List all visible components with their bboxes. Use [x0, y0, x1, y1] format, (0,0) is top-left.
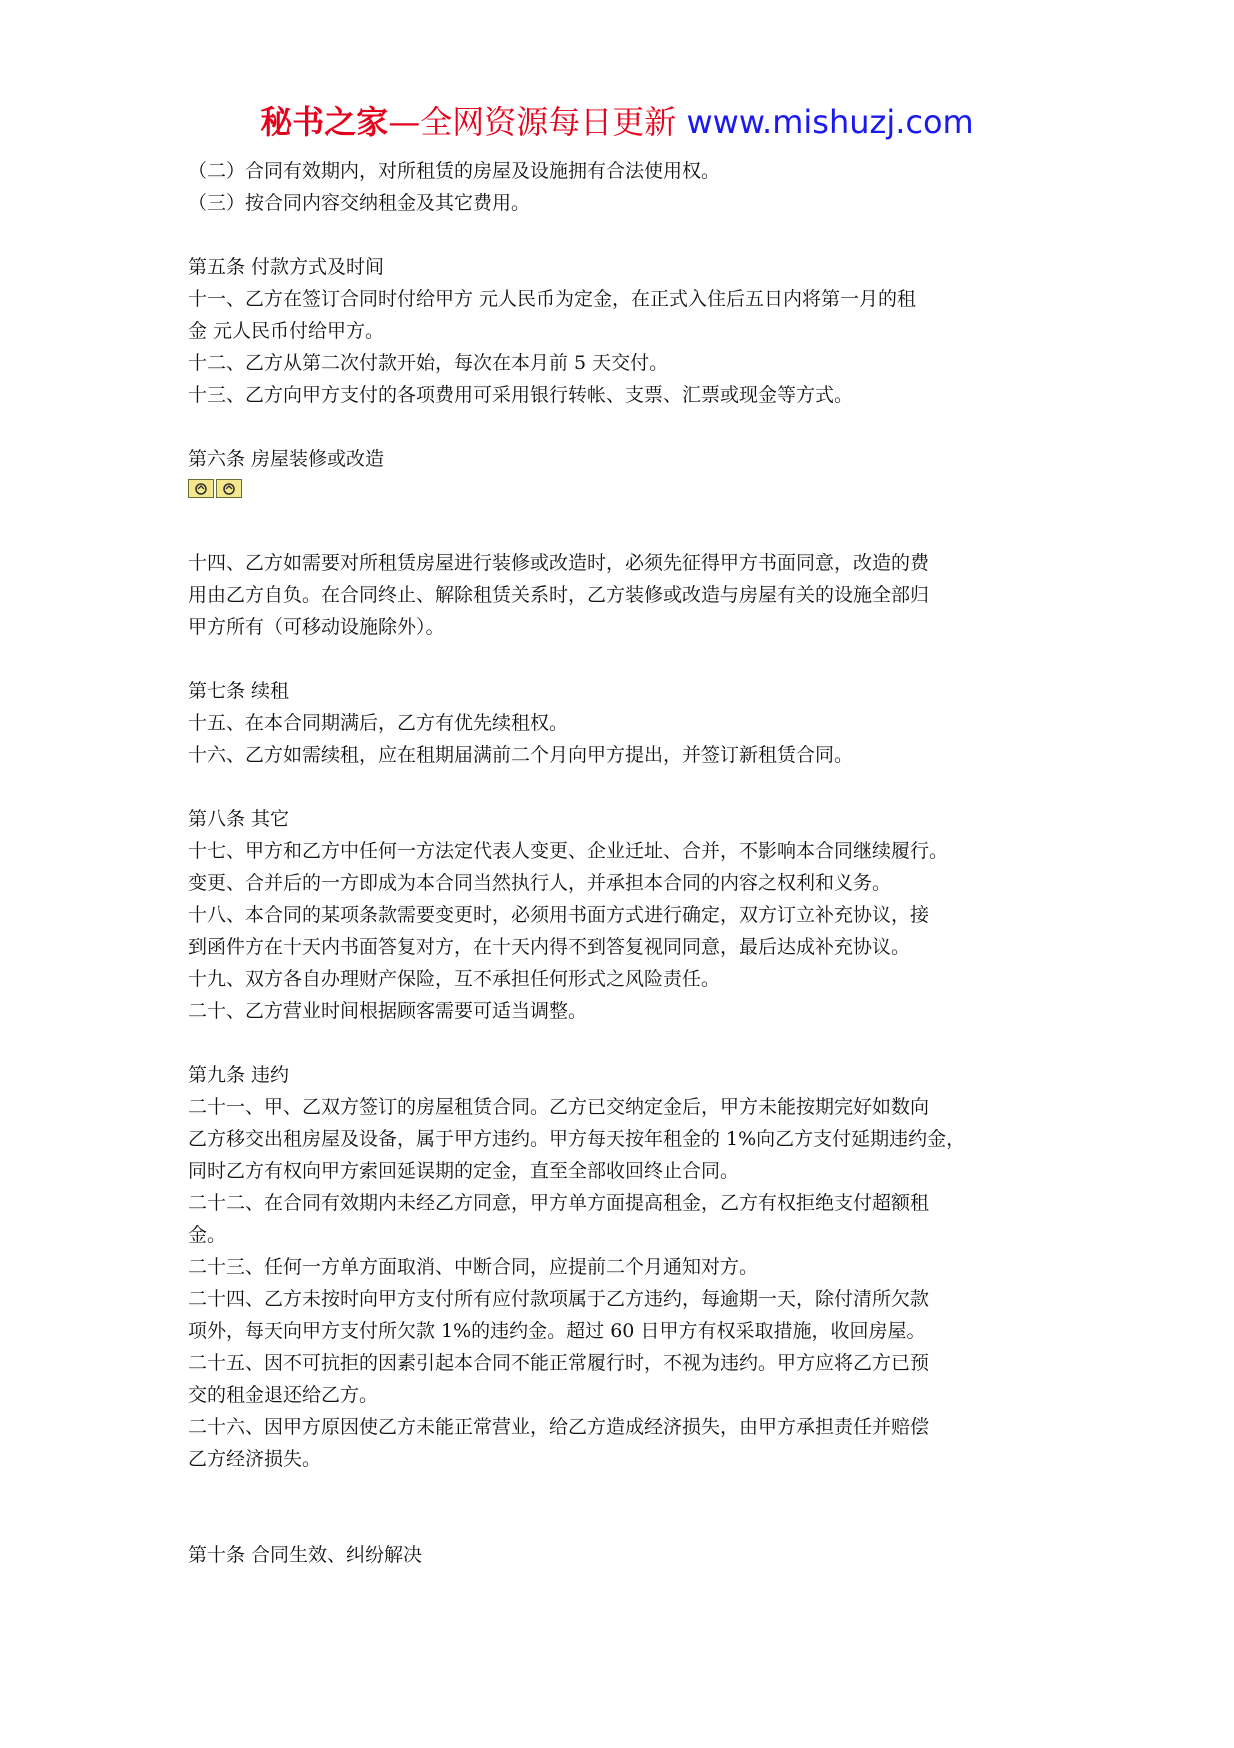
clause-line: 变更、合并后的一方即成为本合同当然执行人，并承担本合同的内容之权利和义务。 [188, 872, 892, 894]
embedded-object-icon[interactable] [216, 479, 242, 498]
contract-body [188, 155, 1088, 1571]
clause-line: 乙方移交出租房屋及设备，属于甲方违约。甲方每天按年租金的 1%向乙方支付延期违约金， [188, 1128, 966, 1150]
clause-line: 二十一、甲、乙双方签订的房屋租赁合同。乙方已交纳定金后，甲方未能按期完好如数向 [188, 1096, 930, 1118]
clause-line: 十一、乙方在签订合同时付给甲方 元人民币为定金，在正式入住后五日内将第一月的租 [188, 288, 917, 310]
clause-line: 十九、双方各自办理财产保险，互不承担任何形式之风险责任。 [188, 968, 721, 990]
embedded-objects [188, 475, 1088, 515]
clause-line: 十五、在本合同期满后，乙方有优先续租权。 [188, 712, 569, 734]
clause-line: 十七、甲方和乙方中任何一方法定代表人变更、企业迁址、合并，不影响本合同继续履行。 [188, 840, 949, 862]
clause-line: 交的租金退还给乙方。 [188, 1384, 379, 1406]
clause-line: 用由乙方自负。在合同终止、解除租赁关系时，乙方装修或改造与房屋有关的设施全部归 [188, 584, 930, 606]
clause-line: 甲方所有（可移动设施除外）。 [188, 616, 445, 638]
section-heading: 第九条 违约 [188, 1064, 290, 1086]
section-heading: 第五条 付款方式及时间 [188, 256, 385, 278]
clause-line: 乙方经济损失。 [188, 1448, 322, 1470]
clause-line: （二）合同有效期内，对所租赁的房屋及设施拥有合法使用权。 [188, 160, 721, 182]
clause-line: 二十六、因甲方原因使乙方未能正常营业，给乙方造成经济损失，由甲方承担责任并赔偿 [188, 1416, 930, 1438]
site-brand: 秘书之家 [260, 103, 389, 141]
clause-line: 十四、乙方如需要对所租赁房屋进行装修或改造时，必须先征得甲方书面同意，改造的费 [188, 552, 930, 574]
site-slogan: —全网资源每日更新 [388, 103, 687, 141]
clause-line: 十二、乙方从第二次付款开始，每次在本月前 5 天交付。 [188, 352, 669, 374]
clause-line: 二十三、任何一方单方面取消、中断合同，应提前二个月通知对方。 [188, 1256, 759, 1278]
clause-line: 到函件方在十天内书面答复对方，在十天内得不到答复视同同意，最后达成补充协议。 [188, 936, 911, 958]
section-heading: 第六条 房屋装修或改造 [188, 448, 385, 470]
section-heading: 第十条 合同生效、纠纷解决 [188, 1544, 423, 1566]
section-heading: 第八条 其它 [188, 808, 290, 830]
site-url[interactable]: www.mishuzj.com [686, 103, 974, 141]
clause-line: 同时乙方有权向甲方索回延误期的定金，直至全部收回终止合同。 [188, 1160, 740, 1182]
clause-line: 二十、乙方营业时间根据顾客需要可适当调整。 [188, 1000, 588, 1022]
clause-line: 十八、本合同的某项条款需要变更时，必须用书面方式进行确定，双方订立补充协议，接 [188, 904, 930, 926]
embedded-object-icon[interactable] [188, 479, 214, 498]
clause-line: 项外，每天向甲方支付所欠款 1%的违约金。超过 60 日甲方有权采取措施，收回房屋。 [188, 1320, 926, 1342]
clause-line: 金。 [188, 1224, 227, 1246]
site-header [0, 100, 1234, 144]
clause-line: 二十四、乙方未按时向甲方支付所有应付款项属于乙方违约，每逾期一天，除付清所欠款 [188, 1288, 930, 1310]
section-heading: 第七条 续租 [188, 680, 290, 702]
clause-line: 十六、乙方如需续租，应在租期届满前二个月向甲方提出，并签订新租赁合同。 [188, 744, 854, 766]
clause-line: （三）按合同内容交纳租金及其它费用。 [188, 192, 531, 214]
clause-line: 十三、乙方向甲方支付的各项费用可采用银行转帐、支票、汇票或现金等方式。 [188, 384, 854, 406]
clause-line: 金 元人民币付给甲方。 [188, 320, 385, 342]
clause-line: 二十五、因不可抗拒的因素引起本合同不能正常履行时，不视为违约。甲方应将乙方已预 [188, 1352, 930, 1374]
clause-line: 二十二、在合同有效期内未经乙方同意，甲方单方面提高租金，乙方有权拒绝支付超额租 [188, 1192, 930, 1214]
